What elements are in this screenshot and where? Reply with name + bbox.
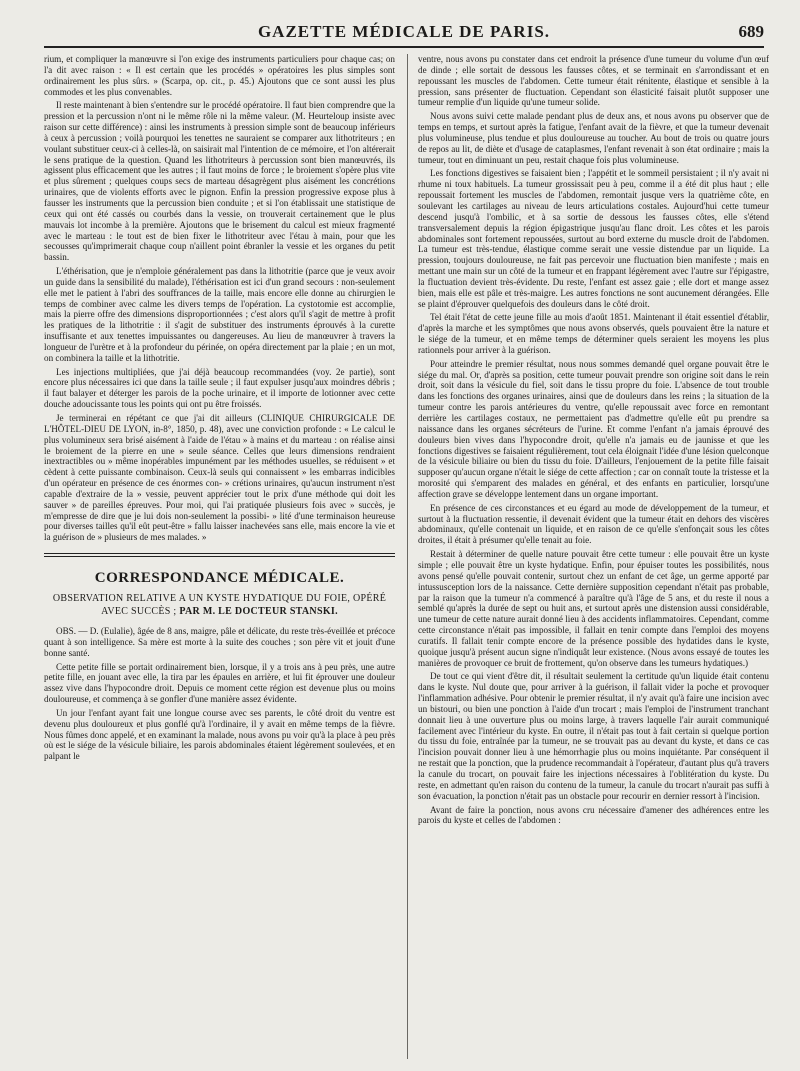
section-divider-top xyxy=(44,553,395,554)
paragraph: Il reste maintenant à bien s'entendre sur le procédé opératoire. Il faut bien comprendre que la pression et la percussion n'ont ni le même rôle ni la même valeur. (M. Heurteloup insiste avec raison sur cette différence) : ainsi les instruments à pression simple sont de beaucoup inférieurs à ceux à percussion ; voilà pourquoi les tenettes ne sauraient se comparer aux lithotriteurs ; en voulant substituer ceux-ci à celles-là, on saisirait mal l'intention de ce mémoire, et l'on altérerait le sens pratique de la question. Quand les lithotriteurs à percussion sont bien manœuvrés, ils agissent plus efficacement que les autres ; il faut moins de force ; le broiement s'opère plus vite et plus sûrement ; quelques coups secs de marteau désagrègent plus aisément les concrétions urinaires, que de violents efforts avec le pignon. Enfin la pression progressive expose plus à fausser les instruments que la percussion bien conduite ; et si l'on établissait une statistique de ceux qui ont été cassés ou courbés dans la vessie, on trouverait certainement que le plus mauvais lot incombe à la première. Ajoutons que le brisement du calcul est mieux fragmenté avec le marteau : le tout est de bien fixer le lithotriteur avec l'étau à main, pour que les secousses qu'imprimerait chaque coup n'aillent point ébranler la vessie et les organes du petit bassin. xyxy=(44,100,395,263)
paragraph: Nous avons suivi cette malade pendant plus de deux ans, et nous avons pu observer que de temps en temps, et surtout après la fatigue, l'enfant avait de la fièvre, et que la tumeur devenait plus volumineuse, plus tendue et plus douloureuse au toucher. Au bout de trois ou quatre jours de repos au lit, de diète et d'usage de cataplasmes, l'enfant revenait à son état ordinaire ; mais la tumeur, tout en diminuant un peu, restait chaque fois plus volumineuse. xyxy=(418,111,769,165)
section-divider-bottom xyxy=(44,556,395,557)
paragraph: OBS. — D. (Eulalie), âgée de 8 ans, maigre, pâle et délicate, du reste très-éveillée et précoce quant à son intelligence. Sa mère est morte à la suite des couches ; son père vit et jouit d'une bonne santé. xyxy=(44,625,395,658)
article-author: PAR M. LE DOCTEUR STANSKI. xyxy=(179,605,338,617)
paragraph: Cette petite fille se portait ordinairement bien, lorsque, il y a trois ans à peu près, une autre petite fille, en jouant avec elle, la tira par les épaules en arrière, et lui fit éprouver une douleur assez vive dans l'hypocondre droit. Depuis ce moment cette région est devenue plus ou moins douloureuse, et commença à se gonfler d'une manière assez évidente. xyxy=(44,661,395,705)
page-header xyxy=(44,20,764,48)
paragraph: Pour atteindre le premier résultat, nous nous sommes demandé quel organe pouvait être le siége du mal. Or, d'après sa position, cette tumeur pouvait prendre son origine soit dans le rein droit, soit dans la vésicule du fiel, soit dans le tissu propre du foie. L'absence de tout trouble dans les fonctions des organes urinaires, ainsi que de douleurs dans les reins ; la situation de la tumeur contre les parois antérieures du ventre, qu'elle repoussait avec force en remontant derrière les cartilages costaux, ne permettaient pas d'admettre qu'elle eût pu prendre sa naissance dans les organes sécréteurs de l'urine. Et comme l'enfant n'a jamais éprouvé des douleurs bien vives dans l'hypocondre droit, qu'elle n'a jamais eu de jaunisse et que les fonctions digestives se faisaient régulièrement, tout cela éloignait l'idée d'une lésion quelconque de la vésicule biliaire ou bien du tissu du foie. D'ailleurs, l'enjouement de la petite fille faisait supposer qu'aucun organe n'était le siége de cette affection ; car on connaît toute la tristesse et la morosité qui s'emparent des malades en général, et des enfants en particulier, lorsqu'une affection grave se développe lentement dans un organe important. xyxy=(418,358,769,499)
paragraph: En présence de ces circonstances et eu égard au mode de développement de la tumeur, et surtout à la fluctuation ressentie, il devenait évident que la tumeur était en dehors des viscères abdominaux, qu'elle contenait un liquide, et en raison de ce qu'elle s'enfonçait sous les côtes droites, il était à présumer qu'elle tenait au foie. xyxy=(418,502,769,546)
paragraph: Les fonctions digestives se faisaient bien ; l'appétit et le sommeil persistaient ; il n'y avait ni rhume ni toux habituels. La tumeur grossissait peu à peu, comme il a été dit plus haut ; elle repoussait fortement les muscles de l'abdomen, remontait jusque vers la quatrième côte, en soulevant les cartilages au niveau de leurs articulations costales. Aujourd'hui cette tumeur descend jusqu'à l'ombilic, et à sa sortie de dessous les fausses côtes, elle s'étend transversalement depuis la région épigastrique jusqu'au flanc droit. Les côtes et les parois abdominales sont fortement repoussées, surtout au bord externe du muscle droit de l'abdomen. La tumeur est très-tendue, élastique comme serait une vessie distendue par un liquide. La pression, toujours douloureuse, ne fait pas percevoir une fluctuation bien manifeste ; mais en mettant une main sur un côté de la tumeur et en frappant légèrement avec l'autre sur l'épigastre, la fluctuation devient très-évidente. Du reste, l'enfant est assez gaie ; elle dort et mange assez bien, mais elle est pâle et très-maigre. Les autres fonctions ne sont aucunement dérangées. Elle se plaint d'éprouver quelquefois des douleurs dans le côté droit. xyxy=(418,168,769,309)
paragraph: Avant de faire la ponction, nous avons cru nécessaire d'amener des adhérences entre les parois du kyste et celles de l'abdomen : xyxy=(418,804,769,826)
paragraph: Les injections multipliées, que j'ai déjà beaucoup recommandées (voy. 2e partie), sont encore plus nécessaires ici que dans la taille seule ; il faut expulser jusqu'aux moindres débris ; il faut balayer et déterger les parois de la poche urinaire, et il importe de lotionner avec cette douche adoucissante tous les points qui ont pu être froissés. xyxy=(44,366,395,410)
paragraph: L'éthérisation, que je n'emploie généralement pas dans la lithotritie (parce que je veux avoir un guide dans la sensibilité du malade), l'éthérisation est ici d'un grand secours : non-seulement elle met le patient à l'abri des souffrances de la taille, mais encore elle donne au chirurgien le temps de combiner avec calme les divers temps de l'opération. La cystotomie est accomplie, mais la pierre offre des dimensions disproportionnées ; c'est alors qu'il s'agit de mettre à profit les pratiques de la lithotritie : il s'agit de substituer des instruments éprouvés à la curette insuffisante et aux tenettes impuissantes ou dangereuses. Au lieu de manœuvrer à travers la longueur de l'urètre et à la profondeur du périnée, on opéra directement par la plaie ; en un mot, on combinera la taille et la lithotritie. xyxy=(44,266,395,363)
paragraph: ventre, nous avons pu constater dans cet endroit la présence d'une tumeur du volume d'un œuf de dinde ; elle sortait de dessous les fausses côtes, et se terminait en s'arrondissant et en repoussant les muscles de l'abdomen. Cette tumeur était rénitente, élastique et sensible à la pression, sans présenter de fluctuation. Cependant son élasticité faisait plutôt supposer une tumeur remplie d'un liquide qu'une tumeur solide. xyxy=(418,54,769,108)
article-title-text: OBSERVATION RELATIVE A UN KYSTE HYDATIQUE DU FOIE, OPÉRÉ AVEC SUCCÈS ; xyxy=(52,592,387,617)
right-column xyxy=(418,54,769,1054)
paragraph: Je terminerai en répétant ce que j'ai dit ailleurs (CLINIQUE CHIRURGICALE DE L'HÔTEL-DIEU DE LYON, in-8°, 1850, p. 48), avec une conviction profonde : « Le calcul le plus volumineux sera brisé aisément à l'aide de l'étau » à mains et du marteau : on réalise ainsi le broiement de la pierre en une » seule séance. Celles que leurs dimensions rendraient inextractibles ou » même inopérables impunément par les méthodes usuelles, se réduisent » et cèdent à cette puissante combinaison. Ceux-là seuls qui connaissent » les embarras indicibles d'un opérateur en présence de ces énormes con- » crétions urinaires, qu'aucun instrument n'est capable d'extraire de la » vessie, peuvent apprécier tout le prix d'une méthode qui doit les sauver » de pareilles épreuves. Pour moi, qui l'ai pratiquée plusieurs fois avec » succès, je m'empresse de dire que je lui dois non-seulement la possibi- » lité d'une terminaison heureuse pour diverses tailles qu'il eût peut-être » fallu laisser inachevées sans elle, mais encore la vie et la guérison de » plusieurs de mes malades. » xyxy=(44,413,395,543)
paragraph: rium, et compliquer la manœuvre si l'on exige des instruments particuliers pour chaque cas; on l'a dit avec raison : « Il est certain que les procédés » opératoires les plus simples sont ordinairement les plus sûrs. » (Scarpa, op. cit., p. 45.) Ajoutons que ce sont aussi les plus commodes et les plus convenables. xyxy=(44,54,395,97)
journal-title: GAZETTE MÉDICALE DE PARIS. xyxy=(257,22,551,41)
page-number: 689 xyxy=(738,22,764,41)
paragraph: Tel était l'état de cette jeune fille au mois d'août 1851. Maintenant il était essentiel d'établir, d'après la marche et les symptômes que nous avons observés, quels pouvaient être la nature et le siége de la tumeur, et en même temps de déterminer quels seraient les moyens les plus rationnels pour arriver à la guérison. xyxy=(418,312,769,355)
paragraph: De tout ce qui vient d'être dit, il résultait seulement la certitude qu'un liquide était contenu dans le kyste. Nul doute que, pour arriver à la guérison, il fallait vider la poche et provoquer l'inflammation adhésive. Pour obtenir le premier résultat, il n'y avait qu'à faire une incision avec un bistouri, ou bien une ponction à l'aide d'un trocart ; mais l'emploi de l'instrument tranchant donnait lieu à une ouverture plus ou moins large, à travers laquelle l'air aurait communiqué facilement avec l'intérieur du kyste. En outre, il n'était pas tout à fait certain si quelque portion du tissu du foie, entraînée par la tumeur, ne se trouvait pas au devant du kyste, et dans ce cas l'incision pouvait donner lieu à une hémorrhagie plus ou moins inquiétante. Par conséquent il ne restait que la ponction, que la prudence recommandait à l'opérateur, d'autant plus qu'à travers la canule du trocart, on pouvait faire les injections nécessaires à l'oblitération du kyste. Du reste, en admettant qu'en raison du contenu de la tumeur, la canule du trocart n'aurait pas suffi à son évacuation, la ponction n'était pas un obstacle pour recourir en dernier ressort à l'incision. xyxy=(418,671,769,801)
column-divider xyxy=(407,54,408,1059)
paragraph: Un jour l'enfant ayant fait une longue course avec ses parents, le côté droit du ventre est devenu plus douloureux et plus gonflé qu'à l'ordinaire, il y avait en même temps de la fièvre. Nous fûmes donc appelé, et en examinant la malade, nous avons pu voir qu'à la place à peu près où est le siége de la vésicule biliaire, les parois abdominales étaient légèrement soulevées, et en palpant le xyxy=(44,707,395,762)
left-column xyxy=(44,54,395,1064)
section-title: CORRESPONDANCE MÉDICALE. xyxy=(94,570,345,587)
article-title xyxy=(50,592,389,618)
paragraph: Restait à déterminer de quelle nature pouvait être cette tumeur : elle pouvait être un kyste simple ; elle pouvait être un kyste hydatique. Enfin, pour épuiser toutes les possibilités, nous avons pensé qu'elle pouvait contenir, surtout chez un enfant de cet âge, un germe apporté par intussusception lors de la naissance. Cette dernière supposition cependant n'était pas probable, par la raison que la tumeur n'a commencé à paraître qu'à l'âge de 5 ans, et du reste il nous a semblé qu'après la durée de sept ou huit ans, et surtout après une distension aussi considérable, une tumeur de cette nature aurait donné lieu à des accidents inflammatoires. Cependant, comme cette circonstance n'était pas impossible, il fallait en tenir compte dans l'emploi des moyens curatifs. Il fallait tenir compte encore de la présence possible des hydatides dans le kyste, quoique jusqu'à présent aucun signe n'indiquât leur existence. (Nous avons essayé de toutes les manières de provoquer ce bruit de frottement, qu'on observe dans les tumeurs hydatiques.) xyxy=(418,549,769,668)
